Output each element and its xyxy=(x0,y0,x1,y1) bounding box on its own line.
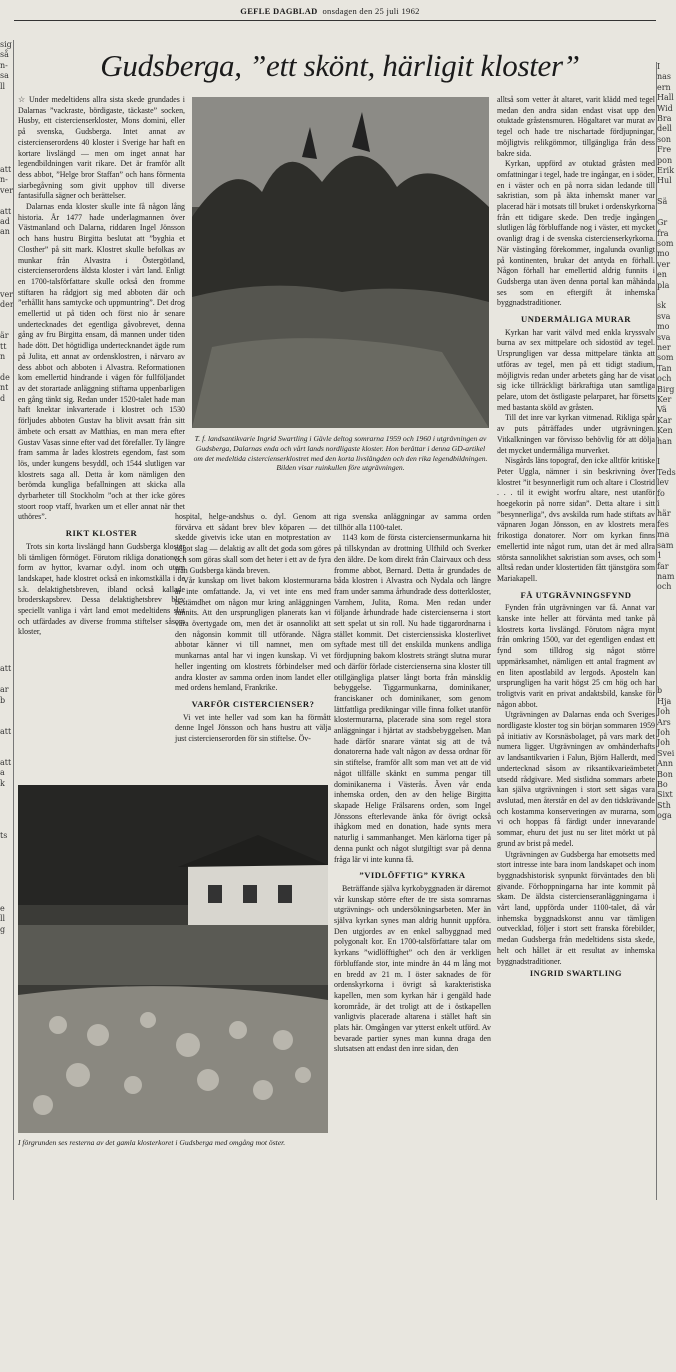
left-neighbor-line xyxy=(0,612,12,622)
column-2-paragraph-2: Vår kunskap om livet bakom klostermurarna är inte omfattande. Ja, vi vet inte ens med bestämdhet om någon mur kring anläggningen funnits. Att den ursprungligen planerats kan vi vara övertygade om, men det är osannolikt att den någonsin kommit till utförande. Några abbotar känner vi till namnet, men om munkarnas antal har vi ingen kunskap. Vi vet heller ingenting om klostrets förbindelser med andra kloster av samma orden inom landet eller med ordens hemland, Frankrike. xyxy=(175,576,331,693)
left-neighbor-line xyxy=(0,446,12,456)
left-neighbor-line xyxy=(0,498,12,508)
left-neighbor-line xyxy=(0,862,12,872)
left-neighbor-line: ts xyxy=(0,830,8,840)
right-neighbor-line: som xyxy=(657,353,674,363)
left-neighbor-line xyxy=(0,987,12,997)
right-neighbor-line: en xyxy=(657,270,667,280)
left-neighbor-line xyxy=(0,571,12,581)
right-neighbor-line: Ann xyxy=(657,759,674,769)
left-neighbor-line xyxy=(0,716,12,726)
right-neighbor-line: Svei xyxy=(657,748,675,758)
left-neighbor-line xyxy=(0,123,12,133)
article-column-4 xyxy=(497,95,655,1195)
right-neighbor-line: Teds xyxy=(657,467,676,477)
right-neighbor-line: Sixt xyxy=(657,790,673,800)
left-neighbor-line: g xyxy=(0,924,6,934)
left-neighbor-line xyxy=(0,1164,12,1174)
left-neighbor-line xyxy=(0,1278,12,1288)
left-neighbor-line xyxy=(0,279,12,289)
left-neighbor-line xyxy=(0,1039,12,1049)
left-neighbor-line xyxy=(0,841,12,851)
right-neighbor-line: dell xyxy=(657,124,672,134)
left-neighbor-line xyxy=(0,425,12,435)
right-neighbor-line: Joh xyxy=(657,728,671,737)
left-neighbor-line xyxy=(0,560,12,570)
right-neighbor-line: fo xyxy=(657,488,665,498)
left-neighbor-line xyxy=(0,113,12,123)
article-column-1 xyxy=(18,95,185,810)
left-neighbor-line xyxy=(0,852,12,862)
left-neighbor-line: ll xyxy=(0,81,6,91)
right-neighbor-line: här xyxy=(657,509,671,519)
article-column-2 xyxy=(175,512,331,778)
left-neighbor-line: nt xyxy=(0,383,9,393)
right-neighbor-line xyxy=(657,614,671,624)
column-2-paragraph-1: hospital, helge-andshus o. dyl. Genom att förvärva ett sådant brev blev köparen — det skedde givetvis icke utan en motprestation av något slag — delaktig av allt det goda som göres och som göras skall som det heter i ett av de fyra från Gudsberga kända breven. xyxy=(175,512,331,575)
right-neighbor-line: Erik xyxy=(657,166,675,176)
left-neighbor-line xyxy=(0,602,12,612)
right-neighbor-line: Bon xyxy=(657,769,673,779)
left-neighbor-line: att xyxy=(0,164,12,174)
left-neighbor-line xyxy=(0,1029,12,1039)
left-neighbor-line xyxy=(0,1049,12,1059)
left-neighbor-line xyxy=(0,1247,12,1257)
subhead-vidlofftig-kyrka: ”VIDLÖFFTIG” KYRKA xyxy=(359,870,466,881)
left-neighbor-line xyxy=(0,269,12,279)
article-byline: INGRID SWARTLING xyxy=(529,969,623,979)
column-3-paragraph-1: riga svenska anläggningar av samma orden tillhör alla 1100-talet. xyxy=(334,512,491,532)
right-neighbor-line xyxy=(657,666,671,676)
right-neighbor-line: sam xyxy=(657,540,674,550)
left-neighbor-line xyxy=(0,1258,12,1268)
right-neighbor-line: pon xyxy=(657,155,673,165)
left-neighbor-line xyxy=(0,1341,12,1351)
left-neighbor-line xyxy=(0,363,12,373)
left-neighbor-line xyxy=(0,748,12,758)
right-neighbor-line: nam xyxy=(657,571,675,581)
left-neighbor-line xyxy=(0,467,12,477)
left-neighbor-line xyxy=(0,1351,12,1361)
column-4-paragraph-4: Till det inre var kyrkan vitmenad. Rikliga spår av puts påträffades under utgrävningen. Vitkalkningen var förvisso behövlig för att dölja det mycket undermåliga murverket. xyxy=(497,413,655,455)
right-neighbor-line: Bo xyxy=(657,780,668,790)
right-neighbor-line: Ars xyxy=(657,717,671,727)
left-neighbor-line xyxy=(0,1226,12,1236)
right-neighbor-line: Gr xyxy=(657,218,668,228)
right-neighbor-line: far xyxy=(657,561,669,571)
left-neighbor-line xyxy=(0,529,12,539)
left-neighbor-line xyxy=(0,1133,12,1143)
left-neighbor-line xyxy=(0,1310,12,1320)
right-neighbor-line: sva xyxy=(657,311,671,321)
left-neighbor-line: de xyxy=(0,373,10,382)
left-neighbor-line: k xyxy=(0,778,5,788)
right-neighbor-line xyxy=(657,291,671,301)
ruin-mound-photo xyxy=(192,97,489,428)
right-neighbor-line: 1 xyxy=(657,551,663,561)
right-neighbor-line: Fre xyxy=(657,145,672,155)
left-neighbor-line xyxy=(0,311,12,321)
left-neighbor-line xyxy=(0,935,12,945)
masthead xyxy=(150,6,510,16)
right-neighbor-line xyxy=(657,655,671,665)
left-neighbor-line xyxy=(0,456,12,466)
ruin-mound-caption-sub: Bilden visar ruinkullen före utgrävningen. xyxy=(276,463,405,473)
column-2-paragraph-3: Vi vet inte heller vad som kan ha förmått denne Ingel Jönsson och hans hustru att välja just cistercienserorden för sin stiftelse. Öv- xyxy=(175,712,331,744)
left-neighbor-line xyxy=(0,259,12,269)
left-neighbor-line xyxy=(0,144,12,154)
article-headline: Gudsberga, ”ett skönt, härligit kloster” xyxy=(100,48,580,83)
left-neighbor-line xyxy=(0,1268,12,1278)
left-neighbor-line xyxy=(0,1060,12,1070)
left-neighbor-line: tt xyxy=(0,341,7,351)
left-neighbor-line xyxy=(0,154,12,164)
left-neighbor-line xyxy=(0,654,12,664)
left-neighbor-line: a xyxy=(0,768,5,778)
left-neighbor-line xyxy=(0,997,12,1007)
left-neighbor-line xyxy=(0,1122,12,1132)
left-neighbor-line xyxy=(0,644,12,654)
left-neighbor-line xyxy=(0,134,12,144)
right-neighbor-line: nas xyxy=(657,72,672,82)
left-neighbor-line xyxy=(0,1237,12,1247)
right-neighbor-line: Sä xyxy=(657,197,668,207)
left-neighbor-line xyxy=(0,956,12,966)
right-neighbor-line: ver xyxy=(657,259,671,269)
right-neighbor-line: ern xyxy=(657,82,671,92)
column-3-paragraph-2: 1143 kom de första cisterciensermunkarna hit på tillskyndan av drottning Ulfhild och Sverker den äldre. De kom direkt från Clairvaux och dess fromme abbot, Bernard. Detta år grundades de båda klostren i Alvastra och Nydala och längre fram under samma århundrade dess dotterkloster, Varnhem, Julita, Roma. Men redan under följande århundrade hade cistercienserna i stort sett spelat ut sin roll. Nu hade tiggarordnarna i stället kommit. Det cistercienssiska klosterlivet syftade mest till det enskilda munkens andliga fördjupning bakom klostrets strängt slutna murar och därför förlade cistercienserna sina kloster till otillgängliga platser långt borta från mänsklig bebyggelse. Tiggarmunkarna, dominikaner, franciskaner och dominikaner, som genom lättfattliga predikningar ville finna folket utanför klostermurarna, placerade sina som regel stora anläggningar i hjärtat av stadsbebyggelsen. Man hade därför snarare väntat sig att de två donatorerna hade valt någon av dessa ordnar för sin stiftelse, framför allt som man vet att de vid något tillfälle skänkt en summa pengar till dominikanerna i Västerås. Även vår enda inhemska orden, den av den helige Birgitta skapade Helige Frälsarens orden, som Ingel Jönssons efterlevande änka för övrigt också ihågkom med en donation, hade synts mera naturlig i sammanhanget. Men kärlorna tiger på denna punkt och något slutgiltigt svar på denna fråga lär vi inte kunna få. xyxy=(334,533,491,864)
column-4-paragraph-8: Utgrävningen av Gudsberga har emotsetts med stort intresse inte bara inom landskapet och inom byggnadshistorisk synpunkt förväntades den bli givande. Förhoppningarna har inte kommit på skam. De äldsta cistercienseranläggningarna i vårt land, uppförda under 1100-talet, då vår inhemska byggnadskonst annu var tämligen outvecklad, följer i stort sett franska förebilder, medan Gudsberga från medeltidens sista skede, helt och hållet är ett resultat av inhemska byggnadstraditioner. xyxy=(497,849,655,966)
left-neighbor-line xyxy=(0,487,12,497)
right-neighbor-line: Vä xyxy=(657,405,667,415)
left-neighbor-line: så xyxy=(0,50,9,60)
left-neighbor-line: b xyxy=(0,695,6,705)
left-neighbor-line xyxy=(0,810,12,820)
star-icon: ☆ xyxy=(18,95,29,104)
left-neighbor-line: der xyxy=(0,300,14,310)
right-neighbor-line: Sth xyxy=(657,800,671,810)
left-neighbor-line: ad xyxy=(0,216,10,226)
right-neighbor-line: Birg xyxy=(657,384,675,394)
left-neighbor-line xyxy=(0,893,12,903)
left-neighbor-line xyxy=(0,1143,12,1153)
right-neighbor-line: mo xyxy=(657,322,670,332)
left-neighbor-line xyxy=(0,1008,12,1018)
left-neighbor-line xyxy=(0,1216,12,1226)
left-neighbor-line xyxy=(0,800,12,810)
left-neighbor-line: d xyxy=(0,393,6,403)
left-neighbor-line xyxy=(0,435,12,445)
left-neighbor-line xyxy=(0,1320,12,1330)
left-neighbor-line: ver xyxy=(0,289,14,299)
right-neighbor-line: lev xyxy=(657,478,669,488)
column-4-paragraph-1: alltså som vetter åt altaret, varit klädd med tegel medan den andra sidan endast visat upp den otuktade gråstensmuren. Högaltaret var murat av tegel och hade tre nischartade fördjupningar, möjligtvis relikgömmor, tillgängliga från dess bakre sida. xyxy=(497,95,655,158)
left-neighbor-line: ar xyxy=(0,685,9,695)
left-neighbor-line xyxy=(0,1091,12,1101)
right-neighbor-line: och xyxy=(657,374,672,384)
column-rule-left xyxy=(13,40,14,1200)
column-1-paragraph-3: Trots sin korta livslängd hann Gudsberga kloster bli tämligen förmöget. Förutom rikliga donationer i form av hyttor, kvarnar o.dyl. inom och utom landskapet, hade klostret också en inkomstkälla i de s.k. delaktighetsbreven, ibland också kallade broderskapsbrev. Dessa delaktighetsbrev blev speciellt vanliga i vårt land emot medeltidens slut och utfärdades av diverse fromma stiftelser såsom kloster, xyxy=(18,541,185,637)
column-4-paragraph-3: Kyrkan har varit välvd med enkla kryssvalv burna av sex mittpelare och sidostöd av tegel. Ursprungligen var dessa mittpelare tänkta att utföras av tegel, men på ett tidigt stadium, möjligtvis redan under arbetets gång har de visat sig icke tillräckligt bärkraftiga utan samtliga pelare, utom det östligaste pelarparet, har försetts med bastanta sköld av gråsten. xyxy=(497,327,655,412)
right-neighbor-line: Kar xyxy=(657,415,672,425)
right-neighbor-line xyxy=(657,603,671,613)
right-neighbor-line: i xyxy=(657,499,660,509)
left-neighbor-line: är xyxy=(0,331,9,341)
left-neighbor-line xyxy=(0,1185,12,1195)
left-neighbor-line xyxy=(0,1112,12,1122)
left-neighbor-line xyxy=(0,789,12,799)
choir-remains-caption: I förgrunden ses resterna av det gamla klosterkoret i Gudsberga med omgång mot öster. xyxy=(18,1138,286,1147)
right-neighbor-line: ner xyxy=(657,342,671,352)
left-neighbor-line: ll xyxy=(0,914,6,924)
right-neighbor-line: b xyxy=(657,686,663,696)
ruin-mound-caption-text: T. f. landsantikvarie Ingrid Swartling i Gävle deltog somrarna 1959 och 1960 i utgrävningen av Gudsberga, Dalarnas enda och vårt lands nordligaste kloster. Hon berättar i denna GD-artikel om det medeltida cistercienserklostret med den korta livslängden och den rika legendbildningen. xyxy=(193,434,488,463)
right-neighbor-line: fra xyxy=(657,228,669,238)
left-neighbor-line: sig xyxy=(0,40,12,49)
choir-remains-illustration xyxy=(18,785,328,1133)
right-neighbor-line: I xyxy=(657,62,661,71)
right-neighbor-line: Joh xyxy=(657,738,671,748)
left-neighbor-line xyxy=(0,477,12,487)
right-neighbor-line: fes xyxy=(657,519,669,529)
left-neighbor-line xyxy=(0,519,12,529)
left-neighbor-line xyxy=(0,1081,12,1091)
left-neighbor-line xyxy=(0,1362,12,1372)
right-neighbor-line xyxy=(657,676,671,686)
column-4-paragraph-6: Fynden från utgrävningen var få. Annat var kanske inte heller att förvänta med tanke på klostrets korta livslängd. Förutom några mynt från omkring 1500, var det egentligen endast ett fynd som tilldrog sig något större uppmärksamhet, nämligen ett antal fragment av en liten apostlabild av lergods. Aposteln kan ursprungligen ha varit högst 25 cm hög och har troligtvis varit en privat andaktsbild, kanske för någon abbot. xyxy=(497,603,655,709)
right-neighbor-line: I xyxy=(657,457,661,467)
left-neighbor-line xyxy=(0,1289,12,1299)
left-neighbor-line: ver xyxy=(0,185,14,195)
left-neighbor-line xyxy=(0,1153,12,1163)
left-neighbor-line xyxy=(0,966,12,976)
article-column-3 xyxy=(334,512,491,1188)
right-neighbor-line: sk xyxy=(657,301,666,311)
left-neighbor-column xyxy=(0,40,12,1200)
left-neighbor-line xyxy=(0,404,12,414)
right-neighbor-line xyxy=(657,645,671,655)
right-neighbor-line: Wid xyxy=(657,103,673,113)
left-neighbor-line xyxy=(0,581,12,591)
left-neighbor-line xyxy=(0,102,12,112)
left-neighbor-line: e xyxy=(0,903,5,913)
subhead-varfor-cistercienser: VARFÖR CISTERCIENSER? xyxy=(191,698,315,709)
left-neighbor-line xyxy=(0,1174,12,1184)
left-neighbor-line xyxy=(0,633,12,643)
left-neighbor-line xyxy=(0,1101,12,1111)
left-neighbor-line xyxy=(0,1299,12,1309)
masthead-rule xyxy=(14,20,656,21)
right-neighbor-line: son xyxy=(657,134,672,144)
right-neighbor-line: pla xyxy=(657,280,670,290)
left-neighbor-line xyxy=(0,321,12,331)
right-neighbor-line xyxy=(657,208,671,218)
left-neighbor-line: sa xyxy=(0,71,9,81)
masthead-date: onsdagen den 25 juli 1962 xyxy=(322,6,420,16)
ruin-mound-illustration xyxy=(192,97,489,428)
left-neighbor-line xyxy=(0,1070,12,1080)
right-neighbor-line: sva xyxy=(657,332,671,342)
left-neighbor-line: att xyxy=(0,726,12,736)
column-1-intro-text: Under medeltidens allra sista skede grundades i Dalarnas ”vackraste, bördigaste, täckaste” socken, Husby, ett cistercienserkloster, Mons domini, eller på svenska, Gudsberga. Intet annat av cistercienserordens 40 kloster i Sverige har haft en kortare livslängd — men om inget annat har legendbildningen varit rikare. Det är framför allt dess abbot, ”Helge bror Staffan” och hans förmenta siarbegåvning som givit upphov till diverse fantasifulla sägner och berättelser. xyxy=(18,95,185,201)
right-neighbor-line: oga xyxy=(657,811,672,821)
left-neighbor-line xyxy=(0,675,12,685)
subhead-rikt-kloster: RIKT KLOSTER xyxy=(65,528,138,539)
right-neighbor-line: ma xyxy=(657,530,670,540)
right-neighbor-line: Tan xyxy=(657,363,672,373)
left-neighbor-line xyxy=(0,820,12,830)
left-neighbor-line xyxy=(0,592,12,602)
column-4-paragraph-2: Kyrkan, uppförd av otuktad gråsten med omfattningar i tegel, hade tre ingångar, en i söder, en i väster och en på norra sidan ledande till sakristian, som på äkta inhemskt maner var placerad här i motsats till bruket i ordenskyrkorna från ett tidigare skede. Den tredje ingången slutligen låg förbluffande nog i väster, ett mycket ovanligt drag i de svenska cistercienserkyrkorna. När västingång förekommer, ingalunda ovanligt på kontinenten, brukar det antyda en förhall. Någon förhall har emellertid aldrig funnits i Gudsberga utan även denna portal kan måhända ses som en eftergift åt inhemska byggnadstraditioner. xyxy=(497,159,655,308)
right-neighbor-column xyxy=(657,62,676,1200)
left-neighbor-line xyxy=(0,873,12,883)
left-neighbor-line xyxy=(0,415,12,425)
right-neighbor-line xyxy=(657,593,671,603)
masthead-paper: GEFLE DAGBLAD xyxy=(240,6,318,16)
left-neighbor-line xyxy=(0,706,12,716)
left-neighbor-line xyxy=(0,540,12,550)
left-neighbor-line xyxy=(0,508,12,518)
left-neighbor-line xyxy=(0,737,12,747)
left-neighbor-line xyxy=(0,196,12,206)
column-1-paragraph-2: Dalarnas enda kloster skulle inte få någon lång historia. År 1477 hade underlagmannen över Västmanland och Dalarna, riddaren Ingel Jönsson och hans hustru Birgitta beslutat att ”byghia et Closther” på sitt mark. Klostret skulle befolkas av munkar från Alvastra i Östergötland, cistercienserordens äldsta kloster i vårt land. Enligt en 1700-talsförfattare skulle också den fromme stiftaren ha rådgjort sig med abboten där och ”erhållit hans samtycke och uppmuntring”. Det drog emellertid ut på tiden och först nio år senare undertecknades det egentliga gåvobrevet, denna gång av fru Birgitta ensam, då mannen under tiden hade dött. Det högtidliga undertecknandet ägde rum på Julita, ett annat av ordensklostren, i närvaro av dess abbot och abboten i Alvastra. Reformationen kom emellertid hindrande i vägen för fullföljandet av det storartade anläggning stiftarna uppenbarligen en gång tänkt sig. Redan under 1520-talet hade man haft knektar inkvarterade i klostret och 1530 förljudes abboten Gustav ha blivit avsatt från sitt ämbete och ersatt av Matthias, en man mera efter Gustav Vasas sinne efter vad det förefaller. Ty längre fram samma år lades klostrets egendom, fast som lös, under kungens besyddl, och 1544 slutligen var klostrets saga all. Detta år kom nämligen den berömda kungliga befallningen att skicka alla dyrbarheter till Stockholm ”och at ther icke göres stoort roop vtaff, hvarken um et eller annat när thet uthöres”. xyxy=(18,202,185,522)
left-neighbor-line: an xyxy=(0,227,10,237)
right-neighbor-line: som xyxy=(657,238,674,248)
left-neighbor-line: n xyxy=(0,352,6,362)
left-neighbor-line: n- xyxy=(0,175,8,185)
left-neighbor-line: att xyxy=(0,664,12,674)
left-neighbor-line xyxy=(0,238,12,248)
left-neighbor-line: att xyxy=(0,758,12,768)
right-neighbor-line: och xyxy=(657,582,672,592)
column-1-intro xyxy=(18,95,185,202)
right-neighbor-line: Hul xyxy=(657,176,672,186)
right-neighbor-line: Joh xyxy=(657,707,671,717)
column-3-paragraph-3: Beträffande själva kyrkobyggnaden är däremot vår kunskap större efter de tre sista somrarnas utgrävnings- och undersökningsarbeten. Mer än själva kyrkan synes man aldrig hunnit uppföra. Den utgjordes av en enkel salbyggnad med polygonalt kor. En 1700-talsförfattare talar om kyrkans ”widlöfftighet” och den är verkligen förbluffande stor, inte mindre än 44 m lång mot en bredd av 21 m. I öster saknades de för ordenskyrkorna i övrigt så karakteristiska kapellen, men som kyrkan här i gengäld hade korområde, är det troligt att de i östkapellen vanligtvis placerade altarena i stället haft sin plats här. Omgången var ytterst enkelt utförd. Av bevarade partier synes man kunna draga den slutsatsen att endast den inre sidan, den xyxy=(334,883,491,1054)
right-neighbor-line: Ker xyxy=(657,395,672,404)
column-4-paragraph-7: Utgrävningen av Dalarnas enda och Sveriges nordligaste kloster tog sin början sommaren 1959 på initiativ av Korsnäsbolaget, på vars mark det numera ligger. Utgrävningen av omhänderhafts av landsantikvarien i Falun, Björn Hallerdt, med undertecknad såsom av riksantikvarieämbetet utsedd rådgivare. Med sistlidna sommars arbete kan själva utgrävningen i stort sett sägas vara avslutad, men återstår en del av den tidskrävande och kostamma konserveringen av murarna, som vi och hoppas få färdigt under innevarande sommar, ehuru det just nu ser litet mörkt ut på grund av brist på medel. xyxy=(497,710,655,848)
column-4-paragraph-5: Nisgårds läns topograf, den icke alltför kritiske Peter Uggla, nämner i sin beskrivning över klostret ”it besynnerligit rum och altare i Clostrid . . . til it ewight worfru altare, nest utanför hoegekorin på norre sidan”. Detta altare i sitt ”besynnerliga”, dvs avskilda rum hade stiftats av väpnaren Jogan Jönsson, en av klostrets mera frikostiga donatorer. Norr om kyrkan finns emellertid inte något rum, utan det är med allra största sannolikhet sakristian som avses, och som alltså redan under klostertiden fått tjänstgöra som Mariakapell. xyxy=(497,456,655,583)
right-neighbor-line xyxy=(657,634,671,644)
right-neighbor-line: Ken xyxy=(657,426,673,436)
left-neighbor-line xyxy=(0,945,12,955)
subhead-undermaliga-murar: UNDERMÅLIGA MURAR xyxy=(521,314,631,325)
right-neighbor-line xyxy=(657,447,671,457)
left-neighbor-line xyxy=(0,248,12,258)
left-neighbor-line xyxy=(0,1018,12,1028)
right-neighbor-line: Hja xyxy=(657,696,672,706)
right-neighbor-line: Hall xyxy=(657,93,674,103)
left-neighbor-line xyxy=(0,1195,12,1205)
subhead-fa-utgravningsfynd: FÅ UTGRÄVNINGSFYND xyxy=(520,589,632,600)
left-neighbor-line: n- xyxy=(0,60,8,70)
left-neighbor-line: att xyxy=(0,206,12,216)
right-neighbor-line xyxy=(657,624,671,634)
left-neighbor-line xyxy=(0,883,12,893)
left-neighbor-line xyxy=(0,1206,12,1216)
ruin-mound-caption xyxy=(192,434,489,473)
left-neighbor-line xyxy=(0,92,12,102)
left-neighbor-line xyxy=(0,623,12,633)
right-neighbor-line: mo xyxy=(657,249,670,259)
left-neighbor-line xyxy=(0,550,12,560)
choir-remains-photo xyxy=(18,785,328,1133)
left-neighbor-line xyxy=(0,1330,12,1340)
right-neighbor-line: han xyxy=(657,436,673,446)
right-neighbor-line xyxy=(657,187,671,197)
left-neighbor-line xyxy=(0,977,12,987)
right-neighbor-line: Bra xyxy=(657,114,672,124)
